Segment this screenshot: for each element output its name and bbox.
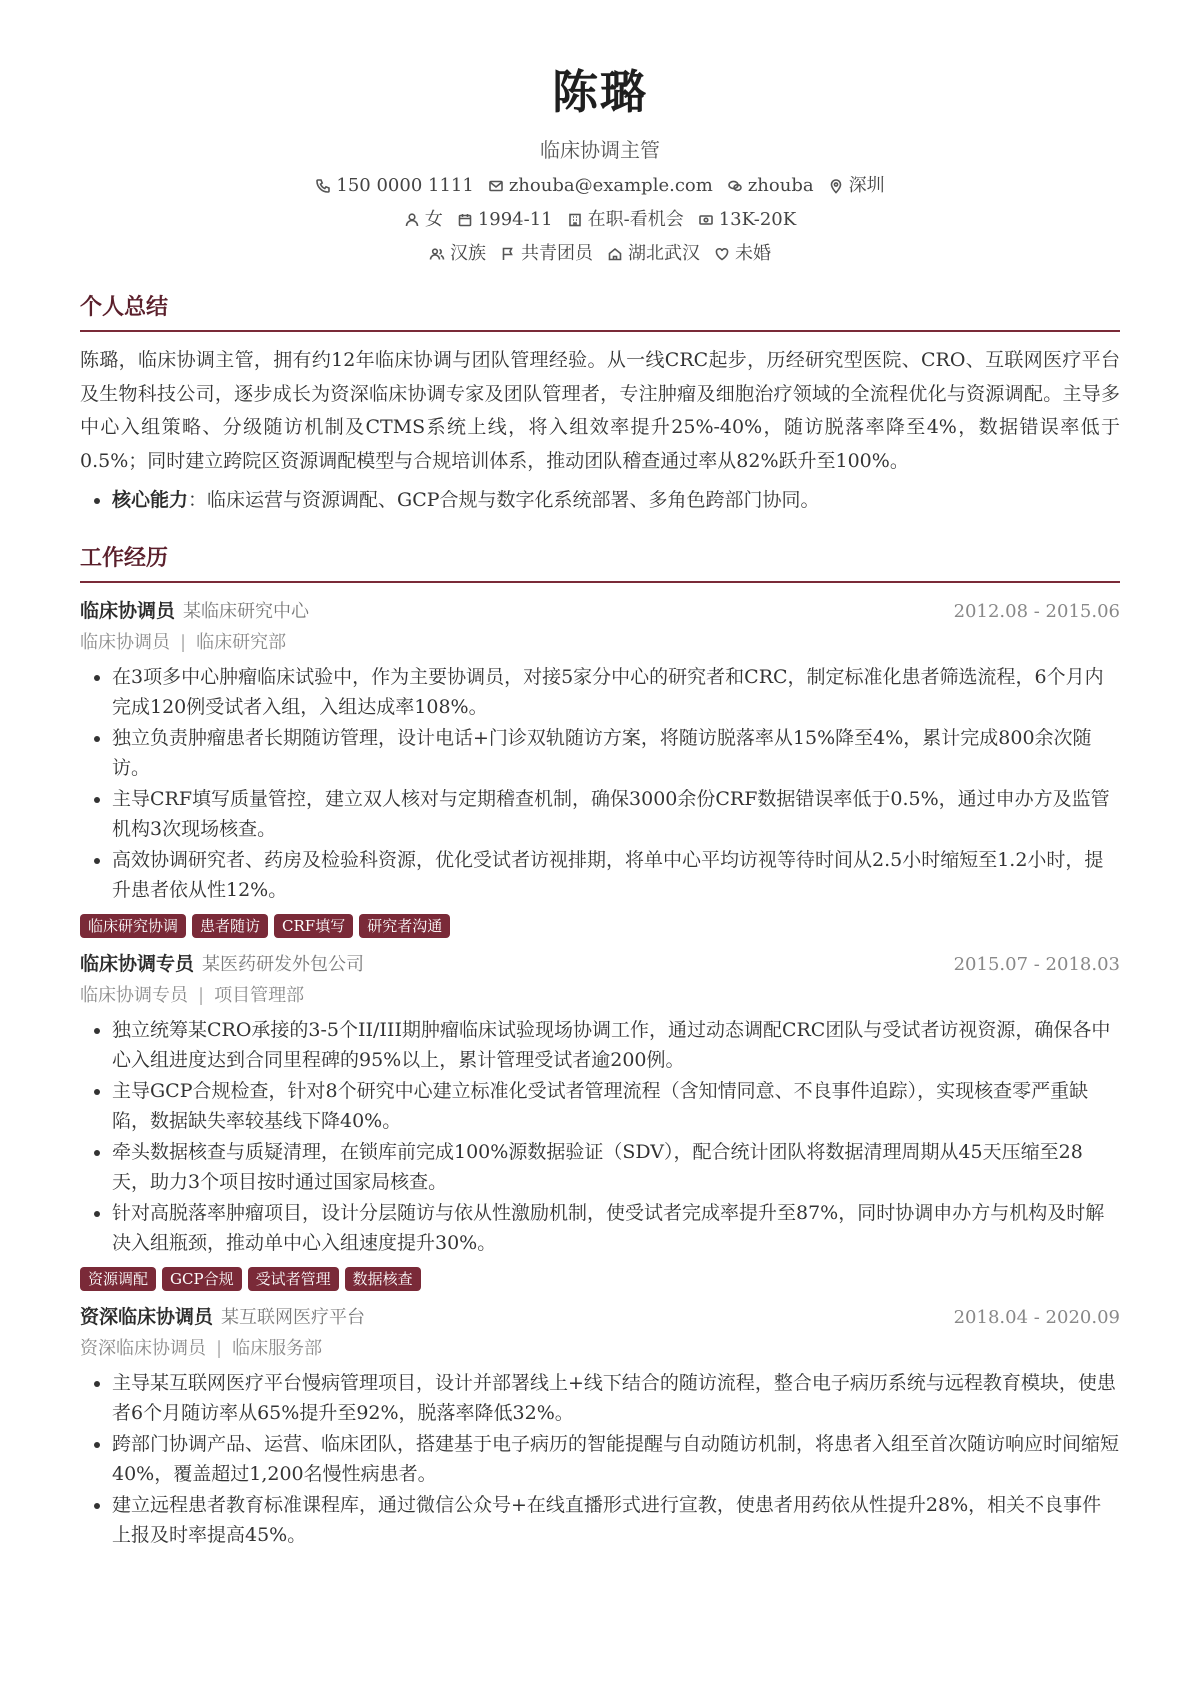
job-entry (80, 1301, 1120, 1551)
separator: | (198, 984, 205, 1006)
skill-tag: 数据核查 (345, 1267, 421, 1291)
job-bullet: • 跨部门协调产品、运营、临床团队，搭建基于电子病历的智能提醒与自动随访机制，将患者入组至首次随访响应时间缩短40%，覆盖超过1,200名慢性病患者。 (112, 1429, 1120, 1490)
email-value: zhouba@example.com (508, 175, 713, 196)
job-position: 资深临床协调员 (80, 1337, 206, 1359)
job-bullets (80, 1368, 1120, 1551)
heart-icon (714, 246, 730, 262)
job-bullet: • 在3项多中心肿瘤临床试验中，作为主要协调员，对接5家分中心的研究者和CRC，制定标准化患者筛选流程，6个月内完成120例受试者入组，入组达成率108%。 (112, 662, 1120, 723)
resume-header (80, 0, 1120, 266)
hometown-value: 湖北武汉 (628, 243, 700, 264)
job-bullet: • 高效协调研究者、药房及检验科资源，优化受试者访视排期，将单中心平均访视等待时间从2.5小时缩短至1.2小时，提升患者依从性12%。 (112, 845, 1120, 906)
skill-tag: 研究者沟通 (359, 914, 450, 938)
job-bullet: • 主导某互联网医疗平台慢病管理项目，设计并部署线上+线下结合的随访流程，整合电子病历系统与远程教育模块，使患者6个月随访率从65%提升至92%，脱落率降低32%。 (112, 1368, 1120, 1429)
job-role: 临床协调专员 (80, 952, 195, 975)
skill-tag: 临床研究协调 (80, 914, 186, 938)
users-icon (429, 246, 445, 262)
contact-phone (315, 174, 473, 198)
separator: | (216, 1337, 223, 1359)
contact-status (567, 208, 684, 232)
skill-tag: 资源调配 (80, 1267, 156, 1291)
job-dept: 临床研究部 (196, 631, 287, 653)
summary-text: 陈璐，临床协调主管，拥有约12年临床协调与团队管理经验。从一线CRC起步，历经研究型医院、CRO、互联网医疗平台及生物科技公司，逐步成长为资深临床协调专家及团队管理者，专注肿瘤及细胞治疗领域的全流程优化与资源调配。主导多中心入组策略、分级随访机制及CTMS系统上线，将入组效率提升25%-40%，随访脱落率降至4%，数据错误率低于0.5%；同时建立跨院区资源调配模型与合规培训体系，推动团队稽查通过率从82%跃升至100%。 (80, 349, 1120, 472)
mail-icon (488, 178, 504, 194)
job-company: 某临床研究中心 (183, 600, 310, 622)
summary-section (80, 292, 1120, 517)
job-date: 2015.07 - 2018.03 (953, 953, 1120, 975)
job-position-line (80, 1334, 1120, 1364)
contact-location (828, 174, 885, 198)
contact-row-2 (80, 208, 1120, 232)
job-date: 2018.04 - 2020.09 (953, 1306, 1120, 1328)
job-position: 临床协调专员 (80, 984, 188, 1006)
job-date: 2012.08 - 2015.06 (953, 600, 1120, 622)
job-role: 资深临床协调员 (80, 1305, 214, 1328)
skill-tags (80, 1267, 1120, 1291)
job-dept: 临床服务部 (232, 1337, 323, 1359)
flag-icon (500, 246, 516, 262)
politics-value: 共青团员 (521, 243, 593, 264)
birth-value: 1994-11 (477, 209, 553, 230)
job-position-line (80, 981, 1120, 1011)
experience-heading: 工作经历 (80, 543, 1120, 583)
wechat-value: zhouba (747, 175, 814, 196)
skill-tag: CRF填写 (274, 914, 353, 938)
status-value: 在职-看机会 (587, 209, 684, 230)
wechat-icon (727, 178, 743, 194)
job-company: 某互联网医疗平台 (221, 1306, 366, 1328)
job-position-line (80, 628, 1120, 658)
job-bullet: • 主导CRF填写质量管控，建立双人核对与定期稽查机制，确保3000余份CRF数据错误率低于0.5%，通过申办方及监管机构3次现场核查。 (112, 784, 1120, 845)
job-bullet: • 独立统筹某CRO承接的3-5个II/III期肿瘤临床试验现场协调工作，通过动态调配CRC团队与受试者访视资源，确保各中心入组进度达到合同里程碑的95%以上，累计管理受试者逾200例。 (112, 1015, 1120, 1076)
core-ability-item (112, 484, 1120, 517)
experience-section (80, 543, 1120, 1551)
job-dept: 项目管理部 (214, 984, 305, 1006)
skill-tag: GCP合规 (162, 1267, 242, 1291)
candidate-name: 陈璐 (552, 65, 648, 119)
job-bullets (80, 662, 1120, 906)
job-bullet: • 牵头数据核查与质疑清理，在锁库前完成100%源数据验证（SDV），配合统计团队将数据清理周期从45天压缩至28天，助力3个项目按时通过国家局核查。 (112, 1137, 1120, 1198)
home-icon (607, 246, 623, 262)
contact-marital (714, 242, 771, 266)
skill-tag: 患者随访 (192, 914, 268, 938)
location-pin-icon (828, 178, 844, 194)
contact-ethnicity (429, 242, 486, 266)
contact-gender (404, 208, 443, 232)
contact-birth (457, 208, 553, 232)
salary-value: 13K-20K (718, 209, 797, 230)
building-icon (567, 212, 583, 228)
ethnicity-value: 汉族 (450, 243, 486, 264)
job-role: 临床协调员 (80, 599, 176, 622)
job-bullets (80, 1015, 1120, 1259)
gender-value: 女 (424, 209, 443, 230)
core-ability-list (80, 484, 1120, 517)
job-bullet: • 针对高脱落率肿瘤项目，设计分层随访与依从性激励机制，使受试者完成率提升至87%，同时协调申办方与机构及时解决入组瓶颈，推动单中心入组速度提升30%。 (112, 1198, 1120, 1259)
job-entry (80, 948, 1120, 1291)
contact-politics (500, 242, 593, 266)
job-bullet: • 独立负责肿瘤患者长期随访管理，设计电话+门诊双轨随访方案，将随访脱落率从15%降至4%，累计完成800余次随访。 (112, 723, 1120, 784)
skill-tags (80, 914, 1120, 938)
job-position: 临床协调员 (80, 631, 170, 653)
job-bullet: • 主导GCP合规检查，针对8个研究中心建立标准化受试者管理流程（含知情同意、不良事件追踪），实现核查零严重缺陷，数据缺失率较基线下降40%。 (112, 1076, 1120, 1137)
location-value: 深圳 (848, 175, 885, 196)
contact-hometown (607, 242, 700, 266)
contact-email (488, 174, 713, 198)
core-ability-label: 核心能力 (112, 489, 189, 511)
job-bullet: • 建立远程患者教育标准课程库，通过微信公众号+在线直播形式进行宣教，使患者用药依从性提升28%，相关不良事件上报及时率提高45%。 (112, 1490, 1120, 1551)
contact-wechat (727, 174, 814, 198)
core-ability-text: ：临床运营与资源调配、GCP合规与数字化系统部署、多角色跨部门协同。 (188, 489, 820, 511)
phone-icon (315, 178, 331, 194)
calendar-icon (457, 212, 473, 228)
contact-salary (698, 208, 796, 232)
skill-tag: 受试者管理 (248, 1267, 339, 1291)
phone-value: 150 0000 1111 (336, 175, 474, 196)
candidate-title: 临床协调主管 (540, 138, 660, 162)
user-icon (404, 212, 420, 228)
money-icon (698, 212, 714, 228)
marital-value: 未婚 (735, 243, 771, 264)
summary-heading: 个人总结 (80, 292, 1120, 332)
contact-row-1 (80, 174, 1120, 198)
separator: | (180, 631, 187, 653)
job-entry (80, 595, 1120, 938)
contact-row-3 (80, 242, 1120, 266)
job-company: 某医药研发外包公司 (202, 953, 365, 975)
